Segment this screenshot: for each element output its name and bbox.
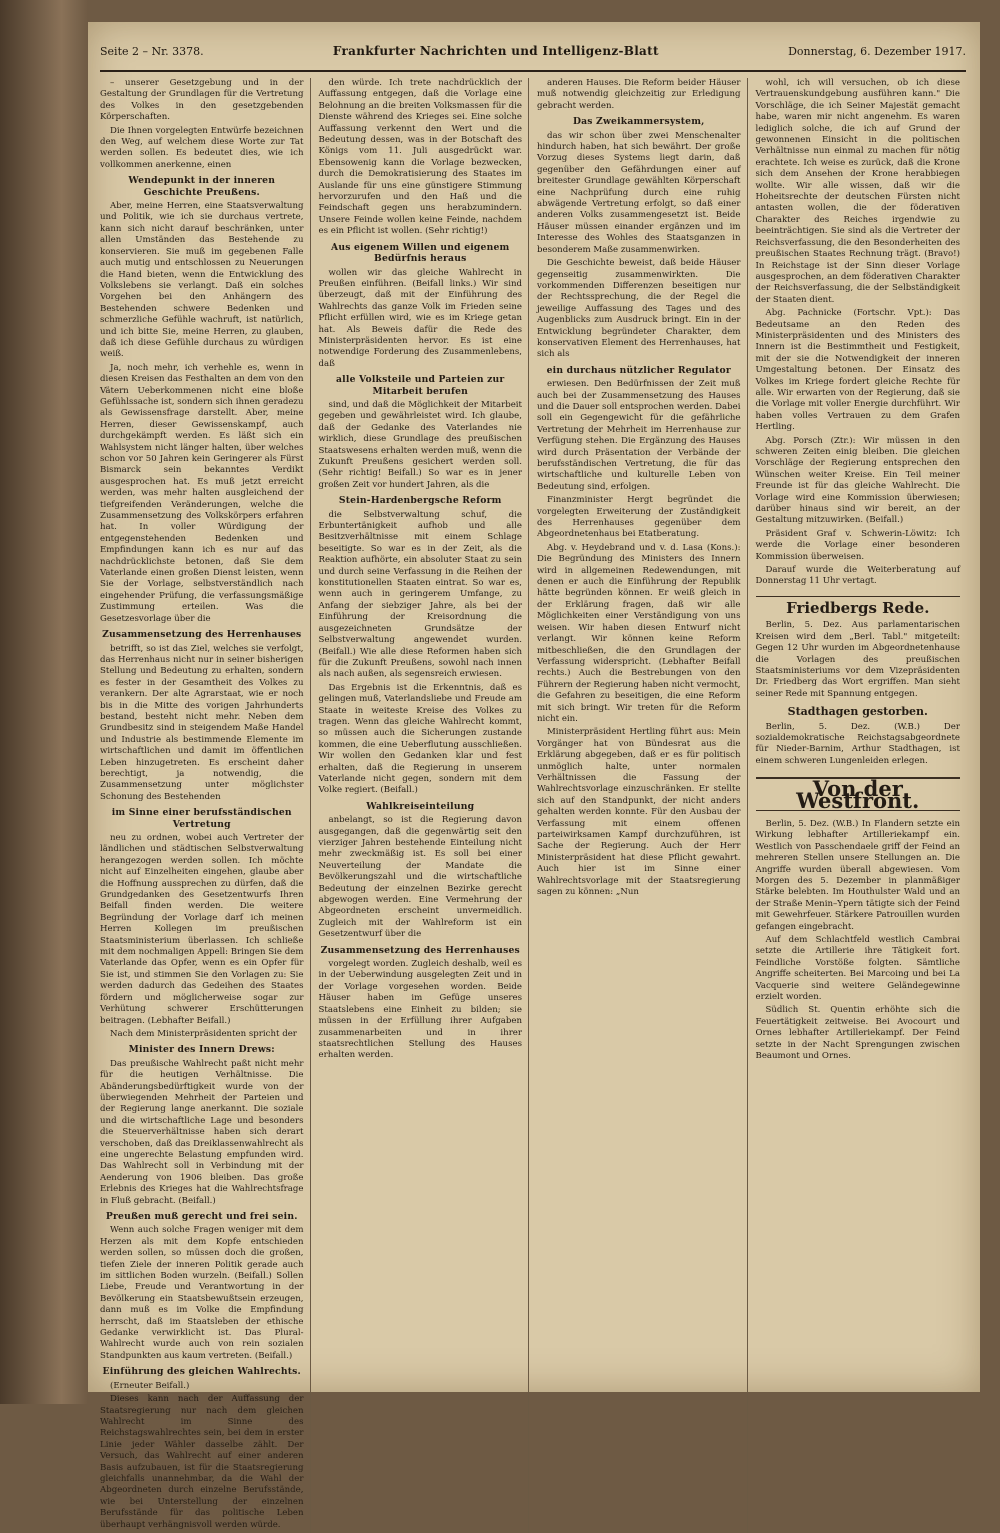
section-heading: Wendepunkt in der inneren Geschichte Preußens. [128, 175, 276, 198]
paragraph: Finanzminister Hergt begründet die vorgelegten Erweiterung der Zuständigkeit des Herrenhauses gegenüber dem Abgeordnetenhaus bei Etatberatung. [537, 495, 741, 540]
column-3 [537, 78, 748, 1533]
paragraph: Dieses kann nach der Auffassung der Staatsregierung nur nach dem gleichen Wahlrecht im Sinne des Reichstagswahlrechtes sein, bei dem in erster Linie jeder Wähler dasselbe zählt. Der Versuch, das Wahlrecht auf einer anderen Basis aufzubauen, ist für die Staatsregierung gleichfalls unannehmbar, da die Wahl der Abgeordneten durch einzelne Berufsstände, wie bei Unterstellung der einzelnen Berufsstände für das politische Leben überhaupt verhängnisvoll werden würde. [100, 1394, 304, 1530]
newspaper-title: Frankfurter Nachrichten und Intelligenz-Blatt [332, 44, 659, 58]
paragraph: – unserer Gesetzgebung und in der Gestaltung der Grundlagen für die Vertretung des Volkes in den gesetzgebenden Körperschaften. [100, 78, 304, 123]
paragraph: Präsident Graf v. Schwerin-Löwitz: Ich werde die Vorlage einer besonderen Kommission überweisen. [755, 528, 960, 562]
section-heading: Aus eigenem Willen und eigenem Bedürfnis heraus [331, 241, 510, 265]
paragraph: das wir schon über zwei Menschenalter hindurch haben, hat sich bewährt. Der große Vorzug dieses Systems liegt darin, daß gegenüber den Gefährdungen einer auf breitester Grundlage gewählten Körperschaft eine Nachprüfung durch eine ruhig abwägende Vertretung erfolgt, so daß einer anderen Volks zusammengesetzt ist. Beide Häuser müssen einander ergänzen und im Interesse des Wohles des Staatsganzen in besonderem Maße zusammenwirken. [537, 130, 741, 255]
section-heading: ein durchaus nützlicher Regulator [546, 364, 731, 376]
paragraph: Die Ihnen vorgelegten Entwürfe bezeichnen den Weg, auf welchem diese Worte zur Tat werden sollen. Es bedeutet dies, wie ich vollkommen anerkenne, einen [100, 125, 304, 170]
paragraph: (Erneuter Beifall.) [110, 1380, 190, 1391]
article-heading: Friedbergs Rede. [756, 596, 961, 614]
paragraph: Abg. Porsch (Ztr.): Wir müssen in den schweren Zeiten einig bleiben. Die gleichen Vorschläge der Regierung entsprechen den Wünschen weiter Kreise. Ein Teil meiner Freunde ist für das gleiche Wahlrecht. Die Vorlage wird eine Kommission überwiesen; darüber hinaus sind wir bereit, an der Gestaltung mitzuwirken. (Beifall.) [755, 435, 960, 526]
paragraph: Südlich St. Quentin erhöhte sich die Feuertätigkeit zeitweise. Bei Avocourt und Ornes lebhafter Artilleriekampf. Der Feind setzte in der Nacht Sprengungen zwischen Beaumont und Ornes. [755, 1005, 960, 1062]
paragraph: Berlin, 5. Dez. (W.B.) Der sozialdemokratische Reichstagsabgeordnete für Nieder-Barnim, Arthur Stadthagen, ist einem schweren Lungenleiden erlegen. [755, 721, 960, 766]
paragraph: Nach dem Ministerpräsidenten spricht der [110, 1028, 297, 1039]
column-4 [756, 78, 967, 1533]
major-article-heading: Von der Westfront. [756, 777, 961, 811]
paragraph: Berlin, 5. Dez. Aus parlamentarischen Kreisen wird dem „Berl. Tabl." mitgeteilt: Gegen 12 Uhr wurden im Abgeordnetenhause die Vorlagen des preußischen Staatsministeriums vor dem Vizepräsidenten Dr. Friedberg das Wort ergriffen. Man sieht seiner Rede mit Spannung entgegen. [755, 620, 960, 699]
paragraph: Berlin, 5. Dez. (W.B.) In Flandern setzte ein Wirkung lebhafter Artilleriekampf ein. Westlich von Passchendaele griff der Feind an mehreren Stellen unsere Stellungen an. Die Angriffe wurden überall abgewiesen. Vom Morgen des 5. Dezember in planmäßiger Stärke belebten. Im Houthulster Wald und an der Straße Menin–Ypern tätigte sich der Feind mit Gewehrfeuer. Stärkere Patrouillen wurden gefangen eingebracht. [755, 818, 960, 932]
paragraph: wohl, ich will versuchen, ob ich diese Vertrauenskundgebung ausführen kann." Die Vorschläge, die ich Seiner Majestät gemacht habe, waren mir nicht angenehm. Es waren lediglich solche, die ich auf Grund der gewonnenen Einsicht in die politischen Verhältnisse nun einmal zu machen für nötig erachtete. Ich weise es zurück, daß die Krone sich dem Ansehen der Krone herabbiegen wollte. Wir alle wissen, daß wir die Hoheitsrechte der deutschen Fürsten nicht antasten wollen, die der föderativen Charakter des Reiches irgendwie zu beeinträchtigen. Sie sind als die Vertreter der Reichsverfassung, die den Besonderheiten des preußischen Staates Rechnung trägt. (Bravo!) In Reichstage ist der Sinn dieser Vorlage ausgesprochen, an dem föderativen Charakter der Reichsverfassung, die der Selbständigkeit der Staaten dient. [755, 78, 960, 305]
section-heading: Zusammensetzung des Herrenhauses [320, 944, 520, 956]
section-heading: im Sinne einer berufsständischen Vertretung [111, 807, 292, 830]
section-heading: Preußen muß gerecht und frei sein. [105, 1211, 298, 1222]
paragraph: anderen Hauses. Die Reform beider Häuser muß notwendig gleichzeitig zur Erledigung gebracht werden. [537, 78, 741, 111]
paragraph: Wenn auch solche Fragen weniger mit dem Herzen als mit dem Kopfe entschieden werden sollen, so müssen doch die großen, tiefen Ziele der inneren Politik gerade auch im sittlichen Boden wurzeln. (Beifall.) Sollen Liebe, Freude und Verantwortung in der Bevölkerung ein Staatsbewußtsein erzeugen, dann muß es im Volke die Empfindung herrscht, daß im Staatsleben der ethische Gedanke verwirklicht ist. Das Plural-Wahlrecht wurde auch von rein sozialen Standpunkten aus kaum vertreten. (Beifall.) [100, 1225, 304, 1361]
section-heading: Minister des Innern Drews: [128, 1044, 275, 1056]
section-heading: alle Volksteile und Parteien zur Mitarbeit berufen [336, 374, 505, 397]
paragraph: Auf dem Schlachtfeld westlich Cambrai setzte die Artillerie ihre Tätigkeit fort. Feindliche Vorstöße folgten. Sämtliche Angriffe scheiterten. Bei Marcoing und bei La Vacquerie sind weitere Geländegewinne erzielt worden. [755, 935, 960, 1003]
paragraph: wollen wir das gleiche Wahlrecht in Preußen einführen. (Beifall links.) Wir sind überzeugt, daß mit der Einführung des Wahlrechts das ganze Volk im Frieden seine Pflicht erfüllen wird, wie es im Kriege getan hat. Als Beweis dafür die Rede des Ministerpräsidenten hervor. Es ist eine notwendige Forderung des Zusammenlebens, daß [318, 267, 522, 369]
section-heading: Einführung des gleichen Wahlrechts. [102, 1366, 301, 1378]
paragraph: die Selbstverwaltung schuf, die Erbuntertänigkeit aufhob und alle Besitzverhältnisse mit einem Schlage beseitigte. So war es in der Zeit, als die Reaktion aufhörte, ein absoluter Staat zu sein und durch seine Verfassung in die Reihen der konstitutionellen Staaten eintrat. So war es, wenn auch in geringerem Umfange, zu Anfang der siebziger Jahre, als bei der Einführung der Kreisordnung die ausgezeichneten Grundsätze der Selbstverwaltung angewendet wurden. (Beifall.) Wie alle diese Reformen haben sich für die Zukunft Preußens, sowohl nach innen als nach außen, als segensreich erwiesen. [318, 509, 522, 680]
paragraph: Ja, noch mehr, ich verhehle es, wenn in diesen Kreisen das Festhalten an dem von den Vätern Ueberkommenen nicht eine bloße Gefühlssache ist, sondern sich ihnen geradezu als Gewissensfrage darstellt. Aber, meine Herren, dieser Gewissenskampf, auch durchgekämpft werden. Es läßt sich ein Wahlsystem nicht länger halten, über welches schon vor 50 Jahren kein Geringerer als Fürst Bismarck sein bekanntes Verdikt ausgesprochen hat. Es muß jetzt erreicht werden, was mehr halten ausgleichend der tiefgreifenden Veränderungen, welche die Zusammensetzung des Volkskörpers erfahren hat. In voller Würdigung der entgegenstehenden Bedenken und Empfindungen kann ich es nur auf das nachdrücklichste betonen, daß Sie dem Vaterlande einen großen Dienst leisten, wenn Sie der Vorlage, selbstverständlich nach eingehender Prüfung, die verfassungsmäßige Zustimmung erteilen. Was die Gesetzesvorlage über die [100, 362, 304, 624]
section-heading: Wahlkreiseinteilung [366, 800, 475, 812]
paragraph: Das Ergebnis ist die Erkenntnis, daß es gelingen muß, Vaterlandsliebe und Freude am Staate in weiteste Kreise des Volkes zu tragen. Wenn das gleiche Wahlrecht kommt, so müssen auch die Sicherungen zustande kommen, die eine Ueberflutung ausschließen. Wir wollen den Gedanken klar und fest erhalten, daß die Regierung in unserem Vaterlande nicht gegen, sondern mit dem Volke regiert. (Beifall.) [318, 682, 522, 796]
paragraph: Darauf wurde die Weiterberatung auf Donnerstag 11 Uhr vertagt. [755, 565, 960, 587]
paragraph: sind, und daß die Möglichkeit der Mitarbeit gegeben und gewährleistet wird. Ich glaube, daß der Gedanke des Vaterlandes nie wirklich, diese Grundlage des preußischen Staatswesens erhalten werden muß, wenn die Zukunft Preußens gesichert werden soll. (Sehr richtig! Beifall.) So war es in jener großen Zeit vor hundert Jahren, als die [318, 399, 522, 490]
paragraph: Die Geschichte beweist, daß beide Häuser gegenseitig zusammenwirkten. Die vorkommenden Differenzen beseitigen nur der Rechtssprechung, die der Regel die jeweilige Auffassung des Tages und des Augenblicks zum Ausdruck bringt. Ein in der Entwicklung begründeter Charakter, dem konservativen Element des Herrenhauses, hat sich als [537, 258, 741, 360]
newspaper-page [88, 22, 980, 1530]
news-heading: Stadthagen gestorben. [787, 705, 928, 719]
paragraph: vorgelegt worden. Zugleich deshalb, weil es in der Ueberwindung ausgelegten Zeit und in der Vorlage vorgesehen worden. Beide Häuser haben im Gefüge unseres Staatslebens eine Einheit zu bilden; sie müssen in der Erfüllung ihrer Aufgaben zusammenarbeiten und in ihrer staatsrechtlichen Stellung des Hauses erhalten werden. [318, 959, 522, 1061]
text-columns [100, 78, 966, 1530]
paragraph: Das preußische Wahlrecht paßt nicht mehr für die heutigen Verhältnisse. Die Abänderungsbedürftigkeit wurde von der überwiegenden Mehrheit der Parteien und der Regierung lange anerkannt. Die soziale und die wirtschaftliche Lage und besonders die Steuerverhältnisse haben sich derart verschoben, daß das Dreiklassenwahlrecht als eine ungerechte Belastung empfunden wird. Das Wahlrecht soll in Verbindung mit der Aenderung von 1906 bleiben. Das große Erlebnis des Krieges hat die Wahlrechtsfrage in Fluß gebracht. (Beifall.) [100, 1058, 304, 1206]
section-heading: Zusammensetzung des Herrenhauses [102, 629, 302, 641]
page-number: Seite 2 – Nr. 3378. [100, 45, 204, 58]
paragraph: erwiesen. Den Bedürfnissen der Zeit muß auch bei der Zusammensetzung des Hauses und die Dauer soll entsprochen werden. Dabei soll ein Gegengewicht für die gefährliche Vertretung der Mehrheit im Herrenhause zur Verfügung stehen. Die Ergänzung des Hauses wird durch Präsentation der Verbände der berufsständischen Vertretung, die für das wirtschaftliche und kulturelle Leben von Bedeutung sind, erfolgen. [537, 379, 741, 492]
paragraph: Abg. v. Heydebrand und v. d. Lasa (Kons.): Die Begründung des Ministers des Innern wird in allgemeinen Redewendungen, mit denen er auch die Einführung der Republik hätte begründen können. Er weiß gleich in der Erklärung fragen, daß wir alle Möglichkeiten einer Verständigung von uns weisen. Wir haben diesen Entwurf nicht verlangt. Wir können keine Reform mitbeschließen, die den Grundlagen der Verfassung widerspricht. (Lebhafter Beifall rechts.) Auch die Bestrebungen von den Führern der Regierung haben nicht vermocht, die Gefahren zu beseitigen, die eine Reform mit sich bringt. Wir treten für die Reform nicht ein. [537, 542, 741, 724]
paragraph: den würde. Ich trete nachdrücklich der Auffassung entgegen, daß die Vorlage eine Belohnung an die breiten Volksmassen für die Dienste während des Krieges sei. Eine solche Auffassung verkennt den Wert und die Bedeutung dessen, was in der Botschaft des Königs vom 11. Juli ausgedrückt war. Ebensowenig kann die Vorlage bezwecken, durch die Demokratisierung des Staates im Auslande für uns eine günstigere Stimmung hervorzurufen und den Haß und die Feindschaft gegen uns herabzumindern. Unsere Feinde wollen keine Feinde, nachdem es ein Pflicht ist wollen. (Sehr richtig!) [318, 78, 522, 237]
paragraph: Aber, meine Herren, eine Staatsverwaltung und Politik, wie ich sie durchaus vertrete, kann sich nicht darauf beschränken, unter allen Umständen das Bestehende zu konservieren. Sie muß im gegebenen Falle auch mutig und entschlossen zu Neuerungen die Hand bieten, wenn die Entwicklung des Volkslebens sie verlangt. Daß ein solches Vorgehen bei den Anhängern des Bestehenden schwere Bedenken und schmerzliche Gefühle wachruft, ist natürlich, und ich bitte Sie, meine Herren, zu glauben, daß ich diese Gefühle durchaus zu würdigen weiß. [100, 201, 304, 360]
book-binding [0, 0, 88, 1404]
section-heading: Das Zweikammersystem, [572, 116, 705, 128]
issue-date: Donnerstag, 6. Dezember 1917. [788, 45, 966, 58]
column-1 [100, 78, 311, 1533]
paragraph: anbelangt, so ist die Regierung davon ausgegangen, daß die gegenwärtig seit den vierziger Jahren bestehende Einteilung nicht mehr zweckmäßig ist. Es soll bei einer Neuverteilung der Mandate die Bevölkerungszahl und die wirtschaftliche Bedeutung der einzelnen Bezirke gerecht abgewogen werden. Eine Vermehrung der Abgeordneten erscheint unvermeidlich. Zugleich mit der Wahlreform ist ein Gesetzentwurf über die [318, 815, 522, 940]
column-2 [319, 78, 530, 1533]
masthead [100, 44, 966, 72]
paragraph: Abg. Pachnicke (Fortschr. Vpt.): Das Bedeutsame an den Reden des Ministerpräsidenten und des Ministers des Innern ist die Bestimmtheit und Festigkeit, mit der sie die Notwendigkeit der inneren Umgestaltung betonen. Der Einsatz des Volkes im Kriege fordert gleiche Rechte für alle. Wir erwarten von der Regierung, daß sie die Vorlage mit voller Energie durchführt. Wir haben volles Vertrauen zu dem Grafen Hertling. [755, 308, 960, 433]
paragraph: neu zu ordnen, wobei auch Vertreter der ländlichen und städtischen Selbstverwaltung herangezogen werden sollen. Ich möchte nicht auf Einzelheiten eingehen, glaube aber die Hoffnung aussprechen zu dürfen, daß die Grundgedanken des Gesetzentwurfs Ihren Beifall finden werden. Die weitere Begründung der Vorlage darf ich meinen Herren Kollegen im preußischen Staatsministerium überlassen. Ich schließe mit dem nochmaligen Appell: Bringen Sie dem Vaterlande das Opfer, wenn es ein Opfer für Sie ist, und stimmen Sie den Vorlagen zu: Sie werden dadurch das Gedeihen des Staates fördern und möglicherweise sogar zur Verhütung schwerer Erschütterungen beitragen. (Lebhafter Beifall.) [100, 833, 304, 1026]
section-heading: Stein-Hardenbergsche Reform [338, 495, 502, 507]
paragraph: Ministerpräsident Hertling führt aus: Mein Vorgänger hat von Bündesrat aus die Erklärung abgegeben, daß er es für politisch unmöglich halte, unter normalen Verhältnissen die Fassung der Wahlrechtsvorlage einzuschränken. Er stellte sich auf den Standpunkt, der nicht anders gehalten werden konnte. Für den Ausbau der Verfassung mit einem offenen parteiwirksamen Kampf durchzuführen, ist Sache der Regierung. Auch der Herr Ministerpräsident hat diese Pflicht gewahrt. Auch hier ist im Sinne einer Wahlrechtsvorlage mit der Staatsregierung sagen zu können: „Nun [537, 727, 741, 898]
paragraph: betrifft, so ist das Ziel, welches sie verfolgt, das Herrenhaus nicht nur in seiner bisherigen Stellung und Bedeutung zu erhalten, sondern es fester in der Gesamtheit des Volkes zu verankern. Der alte Agrarstaat, wie er noch bis in die Mitte des vorigen Jahrhunderts bestand, besteht nicht mehr. Neben dem Grundbesitz sind in steigendem Maße Handel und Industrie als bestimmende Elemente im wirtschaftlichen und damit im öffentlichen Leben hinzugetreten. Es erscheint daher berechtigt, ja notwendig, die Zusammensetzung unter möglichster Schonung des Bestehenden [100, 643, 304, 802]
